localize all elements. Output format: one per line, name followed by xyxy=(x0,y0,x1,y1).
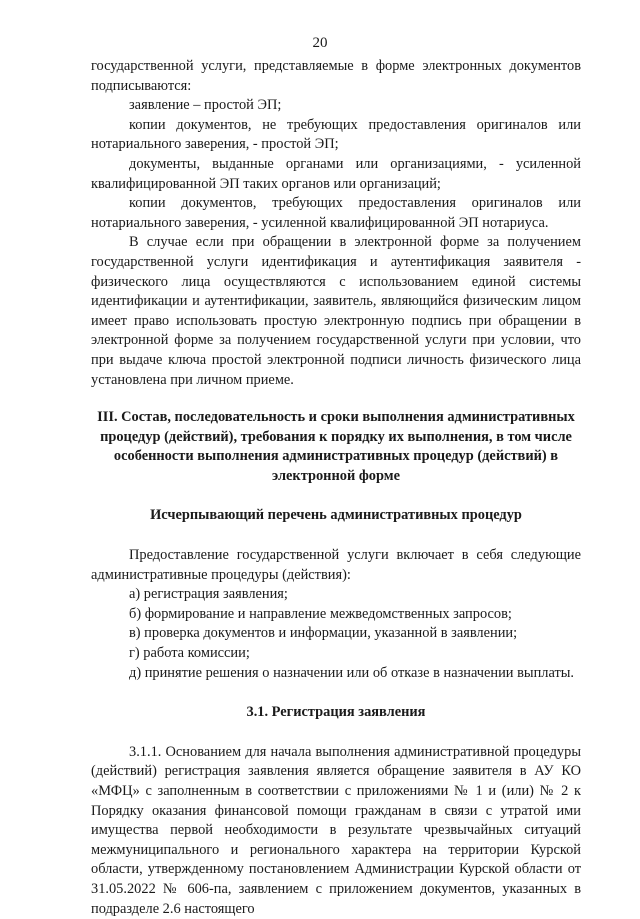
signature-item: копии документов, не требующих предоставления оригиналов или нотариального заверения, - простой ЭП; xyxy=(91,116,581,153)
page-number: 20 xyxy=(312,35,328,51)
section-heading: III. Состав, последовательность и сроки выполнения административных процедур (действий), требования к порядку их выполнения, в том числе особенности выполнения административных процедур (действий) в электронной форме xyxy=(97,409,575,484)
procedures-intro: Предоставление государственной услуги включает в себя следующие административные процедуры (действия): xyxy=(91,547,581,583)
paragraph-3-1-1: 3.1.1. Основанием для начала выполнения административной процедуры (действий) регистрация заявления является обращение заявителя в АУ КО «МФЦ» с заполненным в соответствии с приложениями № 1 и (или) № 2 к Порядку оказания финансовой помощи гражданам в связи с утратой ими имущества первой необходимости в результате чрезвычайных ситуаций межмуниципального и регионального характера на территории Курской области, утвержденному постановлением Администрации Курской области от 31.05.2022 № 606-па, заявлением с приложением документов, указанных в подразделе 2.6 настоящего xyxy=(91,743,581,917)
signature-item: документы, выданные органами или организациями, - усиленной квалифицированной ЭП таких органов или организаций; xyxy=(91,155,581,192)
identification-paragraph: В случае если при обращении в электронной форме за получением государственной услуги идентификация и аутентификация заявителя - физического лица осуществляются с использованием единой системы идентификации и аутентификации, заявитель, являющийся физическим лицом имеет право использовать простую электронную подпись при обращении в электронной форме за получением государственной услуги при условии, что при выдаче ключа простой электронной подписи личность физического лица установлена при личном приеме. xyxy=(91,234,581,388)
subsection-3-1-heading: 3.1. Регистрация заявления xyxy=(246,704,426,721)
procedure-item: а) регистрация заявления; xyxy=(129,586,288,603)
procedure-item: д) принятие решения о назначении или об отказе в назначении выплаты. xyxy=(129,664,575,681)
procedure-item: в) проверка документов и информации, указанной в заявлении; xyxy=(129,625,518,642)
signature-item: заявление – простой ЭП; xyxy=(129,97,282,114)
signature-item: копии документов, требующих предоставления оригиналов или нотариального заверения, - усиленной квалифицированной ЭП нотариуса. xyxy=(91,195,581,231)
procedure-item: г) работа комиссии; xyxy=(129,645,250,662)
procedure-item: б) формирование и направление межведомственных запросов; xyxy=(129,605,512,622)
page-body xyxy=(91,57,581,919)
subsection-heading: Исчерпывающий перечень административных процедур xyxy=(150,507,522,524)
intro-line: государственной услуги, представляемые в форме электронных документов подписываются: xyxy=(91,58,581,94)
